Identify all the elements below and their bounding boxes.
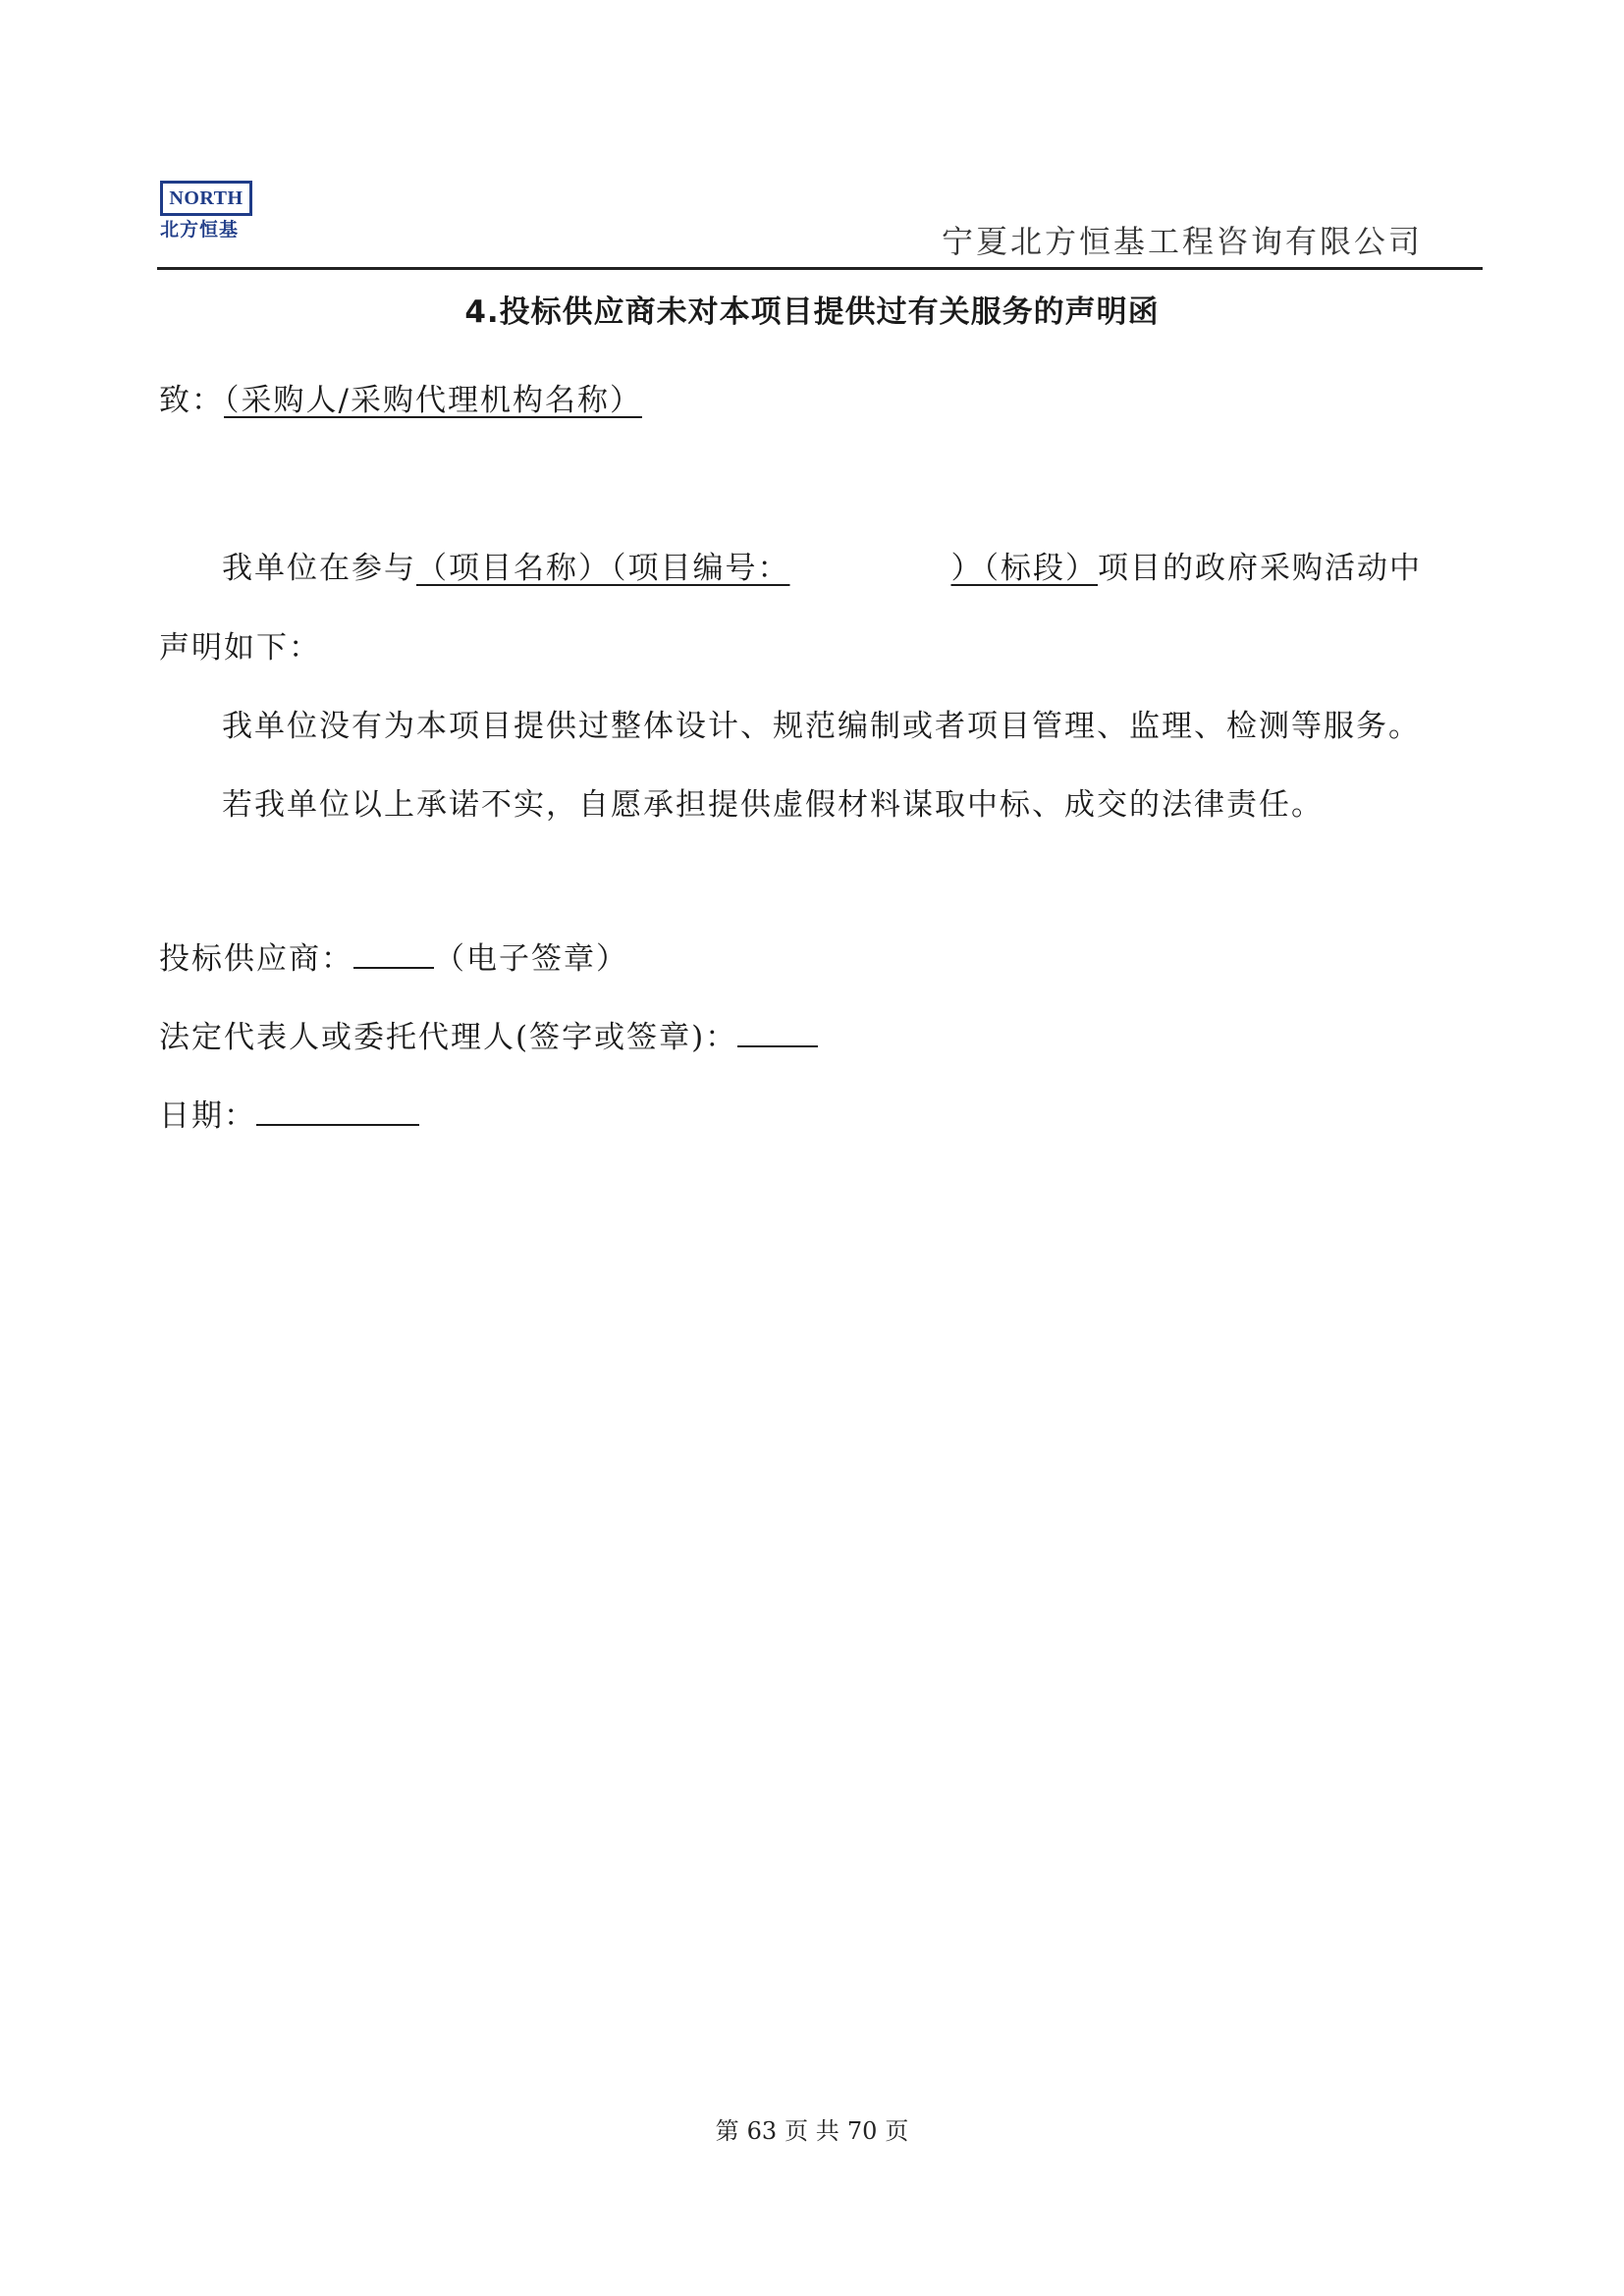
statement-paragraph-1 xyxy=(222,549,1422,588)
document-title: 4.投标供应商未对本项目提供过有关服务的声明函 xyxy=(464,294,1160,330)
statement-paragraph-3: 若我单位以上承诺不实，自愿承担提供虚假材料谋取中标、成交的法律责任。 xyxy=(222,787,1324,823)
page-total: 70 xyxy=(846,2117,878,2145)
addressee-name: （采购人/采购代理机构名称） xyxy=(224,383,642,418)
representative-blank xyxy=(737,1016,818,1047)
representative-label: 法定代表人或委托代理人(签字或签章)： xyxy=(159,1020,738,1055)
page-footer xyxy=(0,2116,1624,2146)
supplier-seal-note: （电子签章） xyxy=(434,941,628,977)
header-company-name: 宁夏北方恒基工程咨询有限公司 xyxy=(941,223,1423,260)
page-number: 63 xyxy=(746,2117,778,2145)
date-blank xyxy=(256,1095,419,1126)
p1-lot-text: ）（标段） xyxy=(950,551,1098,586)
header-divider xyxy=(157,267,1483,270)
addressee-prefix: 致： xyxy=(159,383,224,418)
logo-chinese-name: 北方恒基 xyxy=(160,219,240,240)
supplier-blank xyxy=(353,937,434,969)
company-logo xyxy=(160,181,258,240)
statement-paragraph-1-continued: 声明如下： xyxy=(159,630,321,666)
addressee-line xyxy=(159,381,642,420)
date-label: 日期： xyxy=(159,1098,256,1134)
p1-project-text: （项目名称）（项目编号： xyxy=(416,551,790,586)
p1-lead: 我单位在参与 xyxy=(222,551,416,586)
supplier-signature-line xyxy=(159,937,628,979)
footer-suffix: 页 xyxy=(885,2117,909,2145)
supplier-label: 投标供应商： xyxy=(159,941,353,977)
statement-paragraph-2: 我单位没有为本项目提供过整体设计、规范编制或者项目管理、监理、检测等服务。 xyxy=(222,709,1421,744)
representative-signature-line xyxy=(159,1016,818,1057)
footer-middle: 页 共 xyxy=(785,2117,839,2145)
date-line xyxy=(159,1095,419,1136)
logo-north-box: NORTH xyxy=(160,181,252,216)
footer-prefix: 第 xyxy=(715,2117,739,2145)
p1-tail: 项目的政府采购活动中 xyxy=(1098,551,1422,586)
p1-project-field xyxy=(416,551,1098,586)
